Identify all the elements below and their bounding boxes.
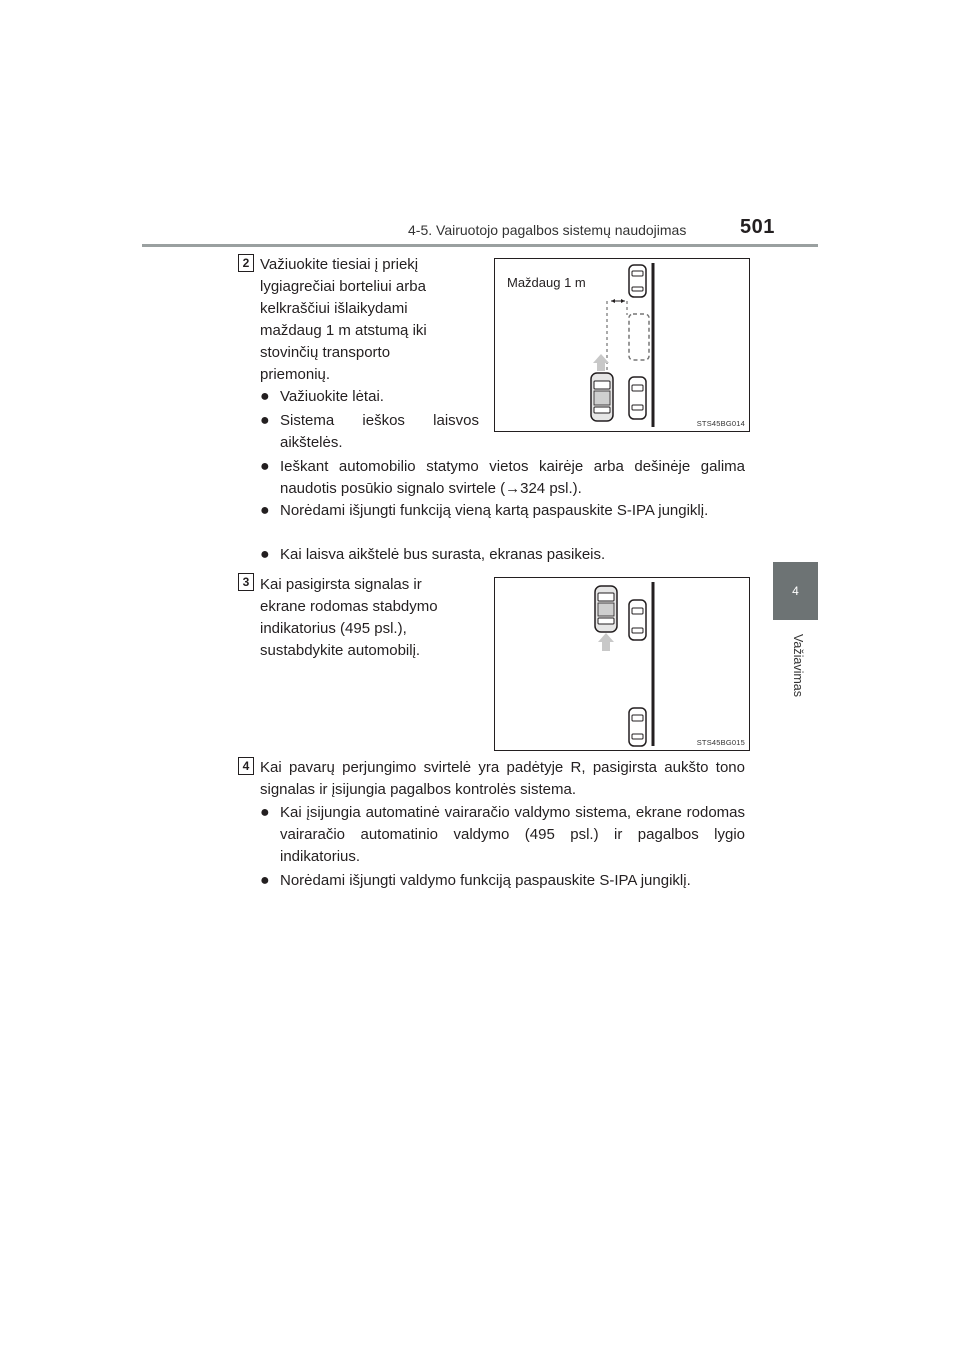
step-2-line: lygiagrečiai borteliui arba [260, 278, 426, 295]
figure-stop-indicator [494, 577, 750, 751]
section-title: 4-5. Vairuotojo pagalbos sistemų naudojimas [408, 222, 687, 238]
step-4-bullet: ● Kai įsijungia automatinė vairaračio valdymo sistema, ekrane rodomas vairaračio automatinio valdymo (495 psl.) ir pagalbos lygio indikatorius. [260, 804, 745, 865]
step-2-bullet: ● Kai laisva aikštelė bus surasta, ekranas pasikeis. [260, 544, 745, 566]
step-2-line: Važiuokite tiesiai į priekį [260, 256, 419, 273]
step-3-number: 3 [238, 573, 254, 591]
step-3-text [260, 574, 479, 662]
driving-car-icon [595, 586, 617, 632]
step-2-line: kelkraščiui išlaikydami [260, 300, 408, 317]
header-divider [142, 244, 818, 247]
parked-car-icon [629, 377, 646, 419]
step-2-bullet: ● Sistema ieškos laisvos aikštelės. [260, 412, 479, 451]
step-3-line: indikatorius (495 psl.), [260, 620, 407, 637]
step-2-line: maždaug 1 m atstumą iki [260, 322, 427, 339]
step-4-bullet: ● Norėdami išjungti valdymo funkciją paspauskite S-IPA jungiklį. [260, 870, 765, 892]
figure-id: STS45BG015 [696, 738, 745, 747]
page-number: 501 [740, 216, 775, 238]
parked-car-icon [629, 265, 646, 297]
bullet-icon: ● [260, 412, 270, 429]
distance-label: Maždaug 1 m [507, 275, 586, 290]
driving-car-icon [591, 373, 613, 421]
empty-slot-outline [629, 314, 649, 360]
step-3-line: sustabdykite automobilį. [260, 642, 421, 659]
figure-parallel-driving [494, 258, 750, 432]
bullet-icon: ● [260, 804, 270, 821]
step-2-text [260, 254, 479, 386]
step-2-bullet: ● Važiuokite lėtai. [260, 386, 479, 408]
bullet-icon: ● [260, 388, 270, 405]
step-2-bullet: ● Ieškant automobilio statymo vietos kairėje arba dešinėje galima naudotis posūkio signalo svirtele (→324 psl.). [260, 458, 745, 497]
step-3-line: Kai pasigirsta signalas ir [260, 576, 422, 593]
arrow-up-icon [598, 633, 614, 651]
bullet-icon: ● [260, 872, 270, 889]
step-3-line: ekrane rodomas stabdymo [260, 598, 438, 615]
parked-car-icon [629, 708, 646, 746]
bullet-icon: ● [260, 458, 270, 475]
bullet-icon: ● [260, 546, 270, 563]
chapter-tab[interactable]: 4 [773, 562, 818, 620]
step-2-bullet: ● Norėdami išjungti funkciją vieną kartą paspauskite S-IPA jungiklį. [260, 500, 745, 522]
figure-id: STS45BG014 [696, 419, 745, 428]
parked-car-icon [629, 600, 646, 640]
bullet-icon: ● [260, 502, 270, 519]
parking-diagram-2 [495, 578, 749, 750]
step-4-number: 4 [238, 757, 254, 775]
step-4-text: Kai pavarų perjungimo svirtelė yra padėtyje R, pasigirsta aukšto tono signalas ir įsijungia pagalbos kontrolės sistema. [260, 759, 745, 798]
step-2-line: priemonių. [260, 366, 331, 383]
step-2-line: stovinčių transporto [260, 344, 391, 361]
chapter-label: Važiavimas [791, 634, 805, 697]
step-2-number: 2 [238, 254, 254, 272]
